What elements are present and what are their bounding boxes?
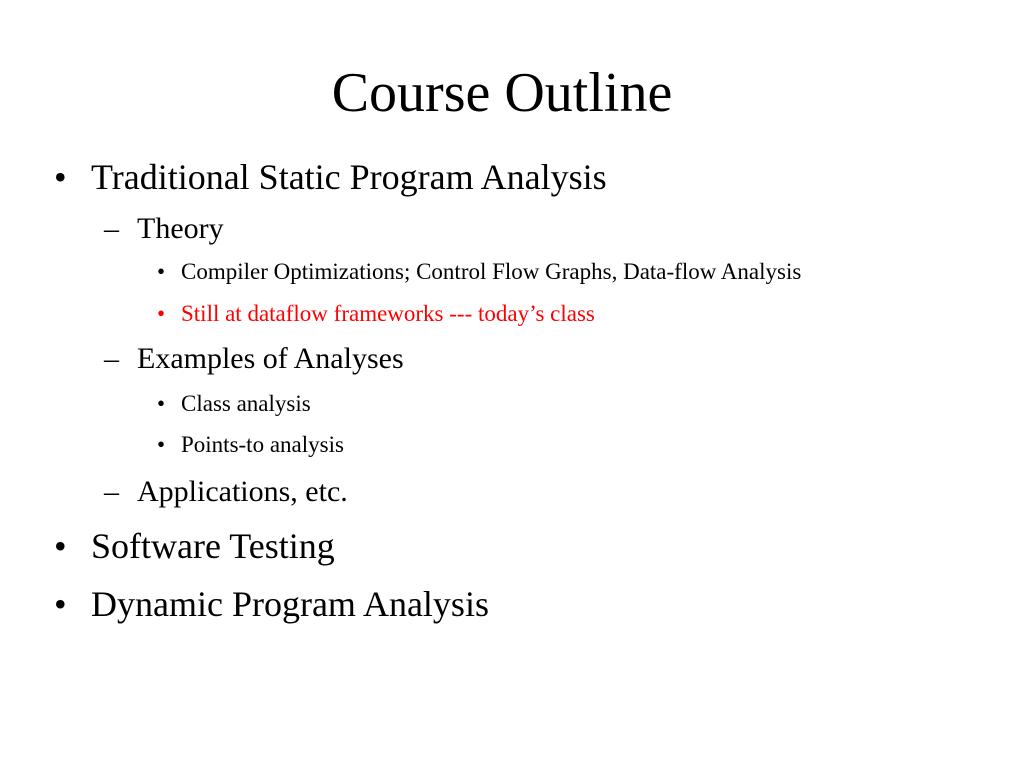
sub-sub-item-compiler-optimizations: Compiler Optimizations; Control Flow Graphs, Data-flow Analysis [181,259,802,284]
bullet-marker: • [157,391,166,416]
bullet-marker: • [157,432,166,457]
bullet-marker: • [54,526,67,566]
bullet-item-dynamic-analysis: Dynamic Program Analysis [91,584,489,624]
dash-marker: – [104,212,119,245]
sub-item-applications: Applications, etc. [137,475,348,508]
bullet-item-static-analysis: Traditional Static Program Analysis [91,157,607,197]
dash-marker: – [104,475,119,508]
bullet-marker: • [157,259,166,284]
sub-sub-item-points-to-analysis: Points-to analysis [181,432,344,457]
bullet-marker: • [157,301,166,326]
sub-item-theory: Theory [137,212,224,245]
bullet-marker: • [54,584,67,624]
sub-sub-item-todays-class: Still at dataflow frameworks --- today’s class [181,301,595,326]
sub-sub-item-class-analysis: Class analysis [181,391,311,416]
dash-marker: – [104,342,119,375]
bullet-item-software-testing: Software Testing [91,526,335,566]
slide-title: Course Outline [331,62,673,124]
sub-item-examples-of-analyses: Examples of Analyses [137,342,404,375]
bullet-marker: • [54,157,67,197]
